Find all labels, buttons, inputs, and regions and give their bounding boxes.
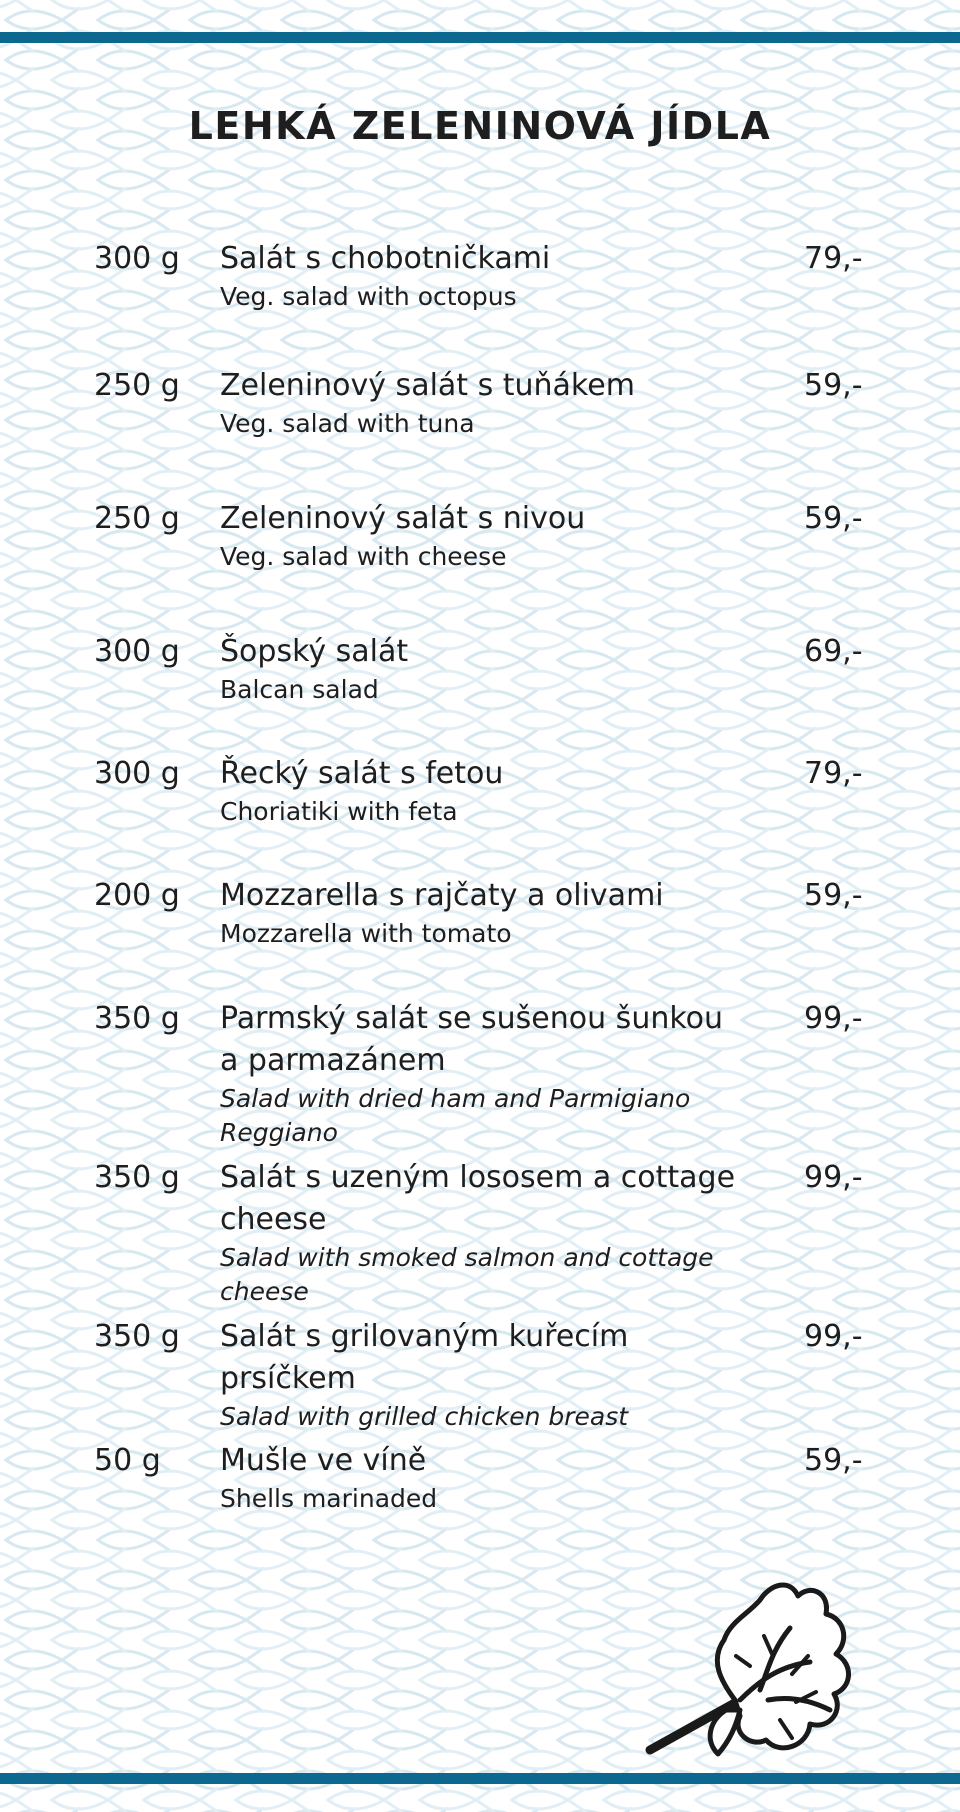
item-price: 59,- (804, 501, 863, 536)
item-name-czech: Zeleninový salát s nivou (220, 501, 586, 536)
item-price: 59,- (804, 878, 863, 913)
item-name-czech: Salát s grilovaným kuřecím prsíčkem (220, 1319, 629, 1396)
item-name-czech: Salát s chobotničkami (220, 241, 551, 276)
item-weight: 350 g (94, 1001, 180, 1036)
item-weight: 300 g (94, 756, 180, 791)
item-weight: 350 g (94, 1319, 180, 1354)
item-price: 59,- (804, 368, 863, 403)
top-border-rule (0, 32, 960, 43)
item-name-english: Mozzarella with tomato (220, 919, 512, 948)
item-weight: 250 g (94, 368, 180, 403)
item-weight: 300 g (94, 634, 180, 669)
item-name-english: Veg. salad with octopus (220, 282, 517, 311)
item-name-english: Salad with smoked salmon and cottage cheese (220, 1243, 714, 1306)
item-name-english: Salad with grilled chicken breast (220, 1402, 629, 1431)
item-name-english: Salad with dried ham and Parmigiano Reggiano (220, 1084, 691, 1147)
item-weight: 250 g (94, 501, 180, 536)
item-name-english: Veg. salad with tuna (220, 409, 475, 438)
item-name-czech-continued: cheese (220, 1202, 327, 1237)
item-name-english: Shells marinaded (220, 1484, 438, 1513)
menu-section-title: LEHKÁ ZELENINOVÁ JÍDLA (188, 104, 772, 148)
item-name-english: Choriatiki with feta (220, 797, 458, 826)
item-price: 99,- (804, 1160, 863, 1195)
item-name-czech: Mušle ve víně (220, 1443, 427, 1478)
item-name-english: Veg. salad with cheese (220, 542, 507, 571)
item-price: 79,- (804, 756, 863, 791)
item-weight: 200 g (94, 878, 180, 913)
item-name-czech: Zeleninový salát s tuňákem (220, 368, 635, 403)
item-price: 99,- (804, 1001, 863, 1036)
item-weight: 50 g (94, 1443, 161, 1478)
item-name-czech-continued: a parmazánem (220, 1043, 446, 1078)
parsley-sprig-icon (640, 1570, 880, 1770)
item-name-czech: Řecký salát s fetou (220, 756, 504, 791)
item-price: 69,- (804, 634, 863, 669)
item-weight: 300 g (94, 241, 180, 276)
item-price: 59,- (804, 1443, 863, 1478)
item-name-czech: Salát s uzeným lososem a cottage (220, 1160, 736, 1195)
item-name-czech: Šopský salát (220, 634, 409, 669)
item-name-czech: Parmský salát se sušenou šunkou (220, 1001, 724, 1036)
item-name-czech: Mozzarella s rajčaty a olivami (220, 878, 664, 913)
bottom-border-rule (0, 1773, 960, 1784)
item-price: 99,- (804, 1319, 863, 1354)
item-name-english: Balcan salad (220, 675, 379, 704)
item-price: 79,- (804, 241, 863, 276)
item-weight: 350 g (94, 1160, 180, 1195)
